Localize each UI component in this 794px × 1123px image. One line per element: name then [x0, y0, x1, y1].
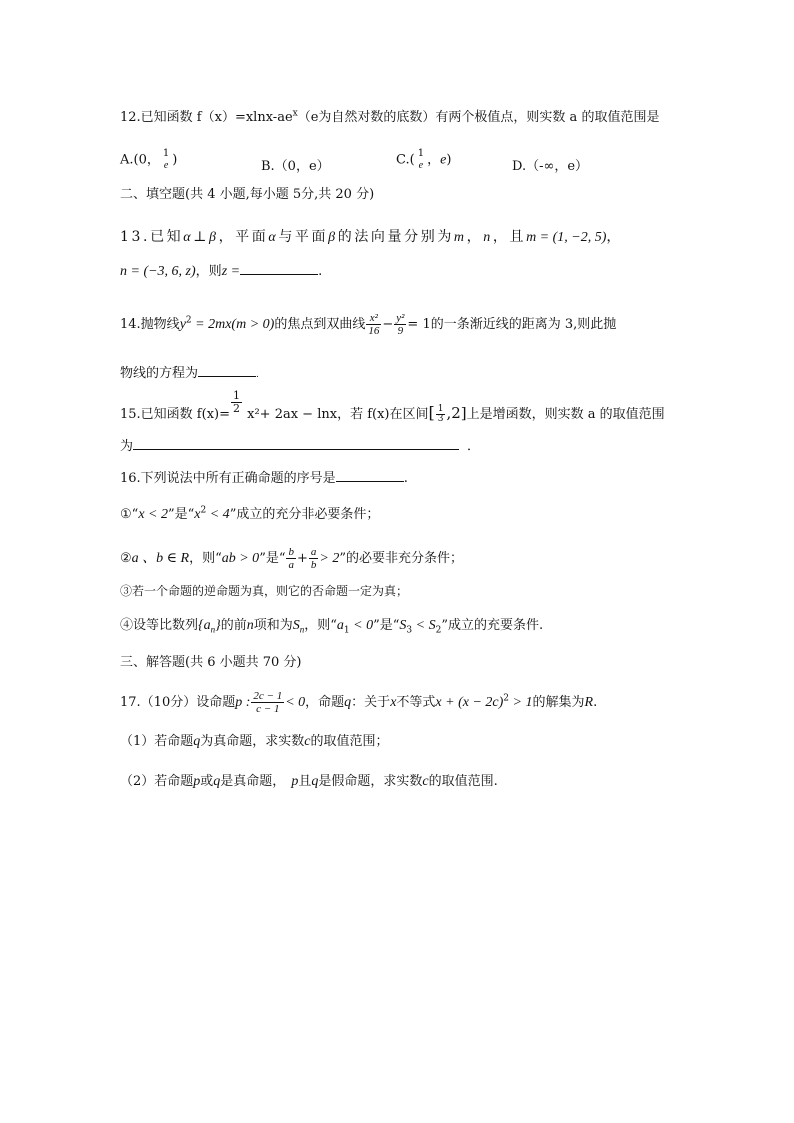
sub2-math: p [193, 774, 201, 789]
sub1-math: q [193, 734, 201, 749]
q14-eq1: = 1 [407, 317, 431, 332]
q15-text: x²+ 2ax − lnx，若 f(x)在区间 [243, 407, 429, 422]
q17-sub-question-2 [120, 773, 498, 791]
s2-fraction-2 [309, 546, 319, 571]
question-15-line-1 [120, 389, 665, 424]
q17-fraction [251, 690, 284, 715]
s1-math: x [194, 507, 201, 522]
q17-text: 17.（10分）设命题 [120, 695, 236, 710]
option-a-label: A. [120, 152, 134, 168]
q13-text: ，且 [492, 229, 527, 245]
q13-n-value: n = (−3, 6, z) [120, 264, 196, 279]
q17-q: q [344, 695, 352, 710]
q15-end: ． [467, 439, 481, 454]
q13-text: ，平面 [218, 229, 269, 245]
q13-text: ， [606, 229, 624, 245]
q13-text: 的法向量分别为 [337, 229, 454, 245]
q17-math: x + (x − 2c) [435, 695, 504, 710]
option-c-close: ) [446, 152, 452, 168]
s4-sub: 2 [435, 625, 442, 636]
s4-sub: n [299, 624, 305, 635]
s2-text: ，则“ [189, 551, 222, 566]
q14-fraction-2 [394, 312, 406, 337]
q15-text: 上是增函数，则实数 a 的取值范围 [466, 407, 665, 422]
q17-x: x [390, 695, 397, 710]
frac-den: b [310, 559, 317, 571]
sub1-math: c [304, 734, 311, 749]
q16-statement-3: ③若一个命题的逆命题为真，则它的否命题一定为真； [120, 584, 409, 598]
q17-math: < 0 [285, 695, 306, 710]
s4-sub: 1 [343, 625, 350, 636]
frac-den: e [163, 160, 169, 171]
q13-text: ， [466, 229, 484, 245]
q17-end: . [593, 695, 598, 710]
sub1-text: （1）若命题 [120, 734, 194, 749]
q17-R: R [584, 695, 594, 710]
q13-alpha: α [268, 230, 279, 245]
option-c-label: C. [396, 152, 410, 168]
section-2-heading: 二、填空题(共 4 小题,每小题 5分,共 20 分) [120, 187, 375, 202]
s1-math: < 4 [206, 507, 230, 522]
q16-statement-2 [120, 546, 463, 571]
s4-math: S [399, 618, 407, 633]
option-c-open: ( [409, 152, 415, 168]
q14-sup: 2 [185, 315, 192, 326]
s4-text: 的前 [220, 618, 247, 633]
q14-text: 的一条渐近线的距离为 3,则此抛 [430, 317, 617, 332]
s2-text: ② [120, 551, 132, 566]
q17-text: ：关于 [351, 695, 391, 710]
frac-den: 16 [368, 325, 380, 337]
s4-math: {a [198, 618, 211, 633]
q14-text: 物线的方程为 [120, 366, 199, 381]
question-14-line-2 [120, 364, 259, 384]
q12-exp: x [292, 108, 298, 119]
question-17-stem [120, 690, 597, 715]
s1-text: ”是“ [167, 507, 195, 522]
frac-den: a [288, 559, 294, 571]
sub2-text: 或 [200, 774, 214, 789]
question-13-line-2 [120, 262, 322, 281]
q13-cond: α⊥β [183, 230, 219, 245]
sub2-math: q [213, 774, 221, 789]
frac-num: 2c − 1 [253, 690, 283, 702]
s2-fraction-1 [286, 546, 296, 571]
option-a-open: (0， [133, 152, 160, 168]
s4-text: 项和为 [253, 618, 293, 633]
q14-text: 的焦点到双曲线 [274, 317, 366, 332]
option-a-fraction [161, 148, 171, 172]
q17-text: 的解集为 [532, 695, 585, 710]
q13-text: 与平面 [278, 229, 329, 245]
q17-sup: 2 [503, 693, 510, 704]
s2-math: ab > 0 [221, 551, 260, 566]
sub2-math: p [291, 774, 299, 789]
option-c-fraction [416, 148, 426, 172]
q14-minus: − [382, 317, 394, 332]
q12-text: 12.已知函数 f（x）=xlnx-ae [120, 110, 293, 125]
q14-eq: (m > 0) [231, 317, 275, 332]
q17-sub-question-1 [120, 733, 389, 751]
frac-num: y² [396, 312, 405, 324]
q14-end: . [256, 370, 259, 380]
frac-num: 1 [162, 148, 170, 159]
q17-text: ，命题 [305, 695, 345, 710]
frac-num: x² [366, 312, 381, 325]
s1-math: x < 2 [138, 507, 168, 522]
question-16-stem [120, 469, 408, 488]
s4-sub: 3 [406, 625, 413, 636]
s2-text: ”的必要非充分条件； [339, 551, 463, 566]
q16-statement-1 [120, 506, 379, 524]
s4-text: ”是“ [373, 618, 400, 633]
q15-half [231, 390, 242, 415]
option-c-comma: ， [427, 152, 441, 168]
q14-eq: y [179, 317, 186, 332]
q12-option-c [396, 148, 451, 172]
question-15-line-2 [120, 437, 480, 456]
q13-z: z = [221, 264, 241, 279]
q13-text: 13.已知 [120, 229, 184, 245]
frac-num: b [288, 546, 294, 558]
s4-sub: n [210, 624, 216, 635]
q16-statement-4 [120, 617, 543, 635]
s1-sup: 2 [200, 505, 207, 516]
s2-math: > 2 [319, 551, 340, 566]
sub2-text: 的取值范围. [428, 774, 498, 789]
q17-p: p : [235, 695, 251, 710]
q15-answer-blank[interactable] [133, 437, 459, 450]
s1-text: ”成立的充分非必要条件； [229, 507, 380, 522]
s4-text: ，则“ [304, 618, 337, 633]
q13-end: . [318, 264, 323, 279]
sub2-math: c [422, 774, 429, 789]
sub1-text: 为真命题，求实数 [200, 734, 305, 749]
sub2-text: 是假命题，求实数 [318, 774, 423, 789]
frac-num: 1 [417, 148, 425, 159]
q15-text: 15.已知函数 f(x)= [120, 407, 230, 422]
frac-den: 9 [397, 325, 404, 337]
sub2-text: 且 [298, 774, 312, 789]
s2-plus: + [296, 551, 308, 566]
question-12-stem [120, 109, 659, 127]
q15-interval-fraction [436, 405, 446, 424]
q13-text: ，则 [195, 264, 222, 279]
q14-fraction-1 [366, 312, 381, 337]
q15-interval-open: [ [428, 403, 435, 422]
q12-option-b: B.（0，e） [261, 159, 330, 174]
s4-text: ④设等比数列 [120, 618, 199, 633]
question-13-line-1 [120, 228, 623, 247]
sub2-text: （2）若命题 [120, 774, 194, 789]
s2-math: a 、b ∈ R [131, 551, 190, 566]
option-c-e: e [440, 152, 447, 168]
sub2-text: 是真命题， [220, 774, 286, 789]
q15-interval-close: ,2] [446, 404, 467, 422]
sub1-text: 的取值范围； [310, 734, 389, 749]
s4-text: ”成立的充要条件. [441, 618, 544, 633]
frac-num: 1 [437, 404, 444, 414]
q16-answer-blank[interactable] [336, 469, 404, 482]
sub2-math: q [311, 774, 319, 789]
s4-math: < 0 [349, 618, 374, 633]
s4-math: < S [412, 618, 436, 633]
frac-num: a [310, 546, 317, 558]
q14-answer-blank[interactable] [198, 364, 256, 377]
frac-den: 3 [437, 414, 444, 424]
s4-math: a [336, 618, 344, 633]
s4-math: n [246, 618, 254, 633]
q14-text: 14.抛物线 [120, 317, 180, 332]
frac-den: e [418, 160, 424, 171]
s1-text: ①“ [120, 507, 139, 522]
q15-text: 为 [120, 439, 134, 454]
q12-text-b: （e为自然对数的底数）有两个极值点，则实数 a 的取值范围是 [297, 110, 660, 125]
question-14-line-1 [120, 312, 616, 337]
frac-den: 2 [233, 402, 240, 415]
s2-text: ”是“ [259, 551, 286, 566]
q17-text: 不等式 [396, 695, 436, 710]
q16-end: . [403, 471, 408, 486]
q16-text: 16.下列说法中所有正确命题的序号是 [120, 471, 336, 486]
s4-math: S [292, 618, 300, 633]
q13-answer-blank[interactable] [240, 262, 318, 275]
q12-option-d: D.（-∞，e） [512, 159, 589, 174]
option-a-close: ) [172, 152, 178, 168]
q13-n: n [483, 230, 493, 245]
q13-m-value: m = (1, −2, 5) [526, 230, 607, 245]
frac-den: c − 1 [256, 703, 280, 715]
section-3-heading: 三、解答题(共 6 小题共 70 分) [120, 655, 302, 670]
q14-eq: = 2mx [191, 317, 232, 332]
q12-option-a [120, 148, 177, 172]
q17-math: > 1 [509, 695, 533, 710]
frac-num: 1 [233, 389, 240, 402]
q13-beta: β [328, 230, 338, 245]
s4-math: } [215, 618, 221, 633]
q13-m: m [453, 230, 467, 245]
